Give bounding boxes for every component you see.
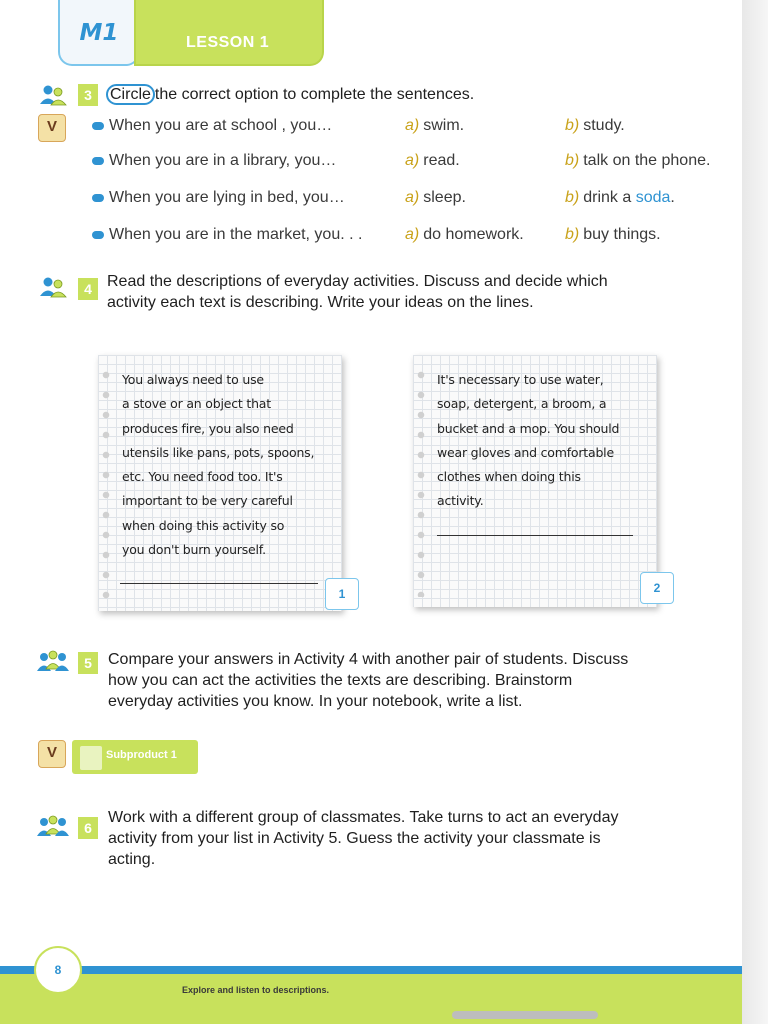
option-text: buy things. <box>583 226 661 243</box>
notebook-holes <box>417 365 425 597</box>
option-text: drink a <box>583 189 636 206</box>
activity-6-instruction-line: Work with a different group of classmates. Take turns to act an everyday <box>108 809 619 826</box>
activity-5-instruction-line: Compare your answers in Activity 4 with another pair of students. Discuss <box>108 651 629 668</box>
sentence-stem: When you are lying in bed, you… <box>109 189 345 206</box>
pencil-bullet-icon <box>92 231 104 239</box>
subproduct-label: Subproduct 1 <box>106 749 177 761</box>
option-a[interactable] <box>405 224 524 246</box>
option-letter: b) <box>565 189 580 206</box>
activity-3-instruction <box>106 85 474 105</box>
page-number: 8 <box>34 946 82 994</box>
sentence-stem: When you are at school , you… <box>109 117 333 134</box>
activity-5-number: 5 <box>78 652 98 674</box>
sentence-stem: When you are in a library, you… <box>109 152 337 169</box>
pencil-bullet-icon <box>92 157 104 165</box>
note-1-text <box>122 368 314 562</box>
activity-3-instruction-rest: the correct option to complete the sentences. <box>154 86 475 103</box>
activity-4-instruction-line: Read the descriptions of everyday activities. Discuss and decide which <box>107 273 608 290</box>
option-a[interactable] <box>405 115 464 137</box>
vocabulary-icon: V <box>38 114 66 142</box>
option-a[interactable] <box>405 150 460 172</box>
activity-4-number: 4 <box>78 278 98 300</box>
option-letter: b) <box>565 226 580 243</box>
activity-3-number: 3 <box>78 84 98 106</box>
activity-5-instruction-line: everyday activities you know. In your notebook, write a list. <box>108 693 523 710</box>
scrollbar[interactable] <box>452 1011 598 1019</box>
note-line: activity. <box>437 493 484 509</box>
note-line: clothes when doing this <box>437 469 581 485</box>
option-text-end: . <box>670 189 675 206</box>
activity-5-instruction-line: how you can act the activities the texts are describing. Brainstorm <box>108 672 573 689</box>
option-text: sleep. <box>423 189 466 206</box>
option-text: study. <box>583 117 625 134</box>
subproduct-badge[interactable] <box>72 740 198 774</box>
activity-6-instruction-line: activity from your list in Activity 5. Guess the activity your classmate is <box>108 830 601 847</box>
sentence-row <box>92 115 332 137</box>
lesson-label: LESSON 1 <box>186 34 270 51</box>
note-line: important to be very careful <box>122 493 293 509</box>
option-letter: a) <box>405 189 420 206</box>
note-line: soap, detergent, a broom, a <box>437 396 607 412</box>
note-line: when doing this activity so <box>122 517 285 533</box>
notebook-holes <box>102 365 110 601</box>
option-b[interactable] <box>565 150 710 172</box>
option-text: talk on the phone. <box>583 152 711 169</box>
option-b[interactable] <box>565 224 661 246</box>
answer-line-1[interactable] <box>120 583 318 584</box>
option-letter: b) <box>565 117 580 134</box>
note-2-number: 2 <box>640 572 674 604</box>
vocabulary-icon: V <box>38 740 66 768</box>
activity-6-instruction-line: acting. <box>108 851 156 868</box>
note-line: You always need to use <box>122 372 264 387</box>
activity-6-number: 6 <box>78 817 98 839</box>
option-letter: a) <box>405 117 420 134</box>
option-a[interactable] <box>405 187 466 209</box>
note-line: It's necessary to use water, <box>437 372 604 387</box>
option-text: read. <box>423 152 460 169</box>
option-letter: a) <box>405 152 420 169</box>
option-text: swim. <box>423 117 465 134</box>
footer-band <box>0 974 742 1024</box>
footer-stripe <box>0 966 742 974</box>
note-line: bucket and a mop. You should <box>437 420 620 436</box>
pair-work-icon <box>38 84 68 106</box>
option-letter: b) <box>565 152 580 169</box>
circle-word: Circle <box>106 84 155 105</box>
lesson-tab <box>134 0 324 66</box>
option-letter: a) <box>405 226 420 243</box>
module-tab <box>58 0 140 66</box>
note-line: wear gloves and comfortable <box>437 444 614 460</box>
page-edge <box>742 0 768 1024</box>
note-line: a stove or an object that <box>122 396 271 412</box>
option-b[interactable] <box>565 115 625 137</box>
sentence-row <box>92 150 336 172</box>
answer-line-2[interactable] <box>437 535 633 536</box>
option-b[interactable] <box>565 187 675 209</box>
note-line: utensils like pans, pots, spoons, <box>122 444 315 460</box>
note-line: you don't burn yourself. <box>122 542 266 558</box>
module-label: M1 <box>79 20 119 46</box>
glossary-word[interactable]: soda <box>635 189 671 206</box>
sentence-stem: When you are in the market, you. . . <box>109 226 363 243</box>
note-2-text <box>437 368 619 514</box>
sentence-row <box>92 187 345 209</box>
document-icon <box>80 746 102 770</box>
pair-work-icon <box>38 276 68 298</box>
group-work-icon <box>36 815 70 837</box>
note-line: produces fire, you also need <box>122 420 294 436</box>
pencil-bullet-icon <box>92 194 104 202</box>
sentence-row <box>92 224 362 246</box>
option-text: do homework. <box>423 226 524 243</box>
activity-4-instruction-line: activity each text is describing. Write your ideas on the lines. <box>107 294 534 311</box>
group-work-icon <box>36 650 70 672</box>
pencil-bullet-icon <box>92 122 104 130</box>
note-1-number: 1 <box>325 578 359 610</box>
note-line: etc. You need food too. It's <box>122 469 283 485</box>
footer-caption: Explore and listen to descriptions. <box>182 985 330 995</box>
